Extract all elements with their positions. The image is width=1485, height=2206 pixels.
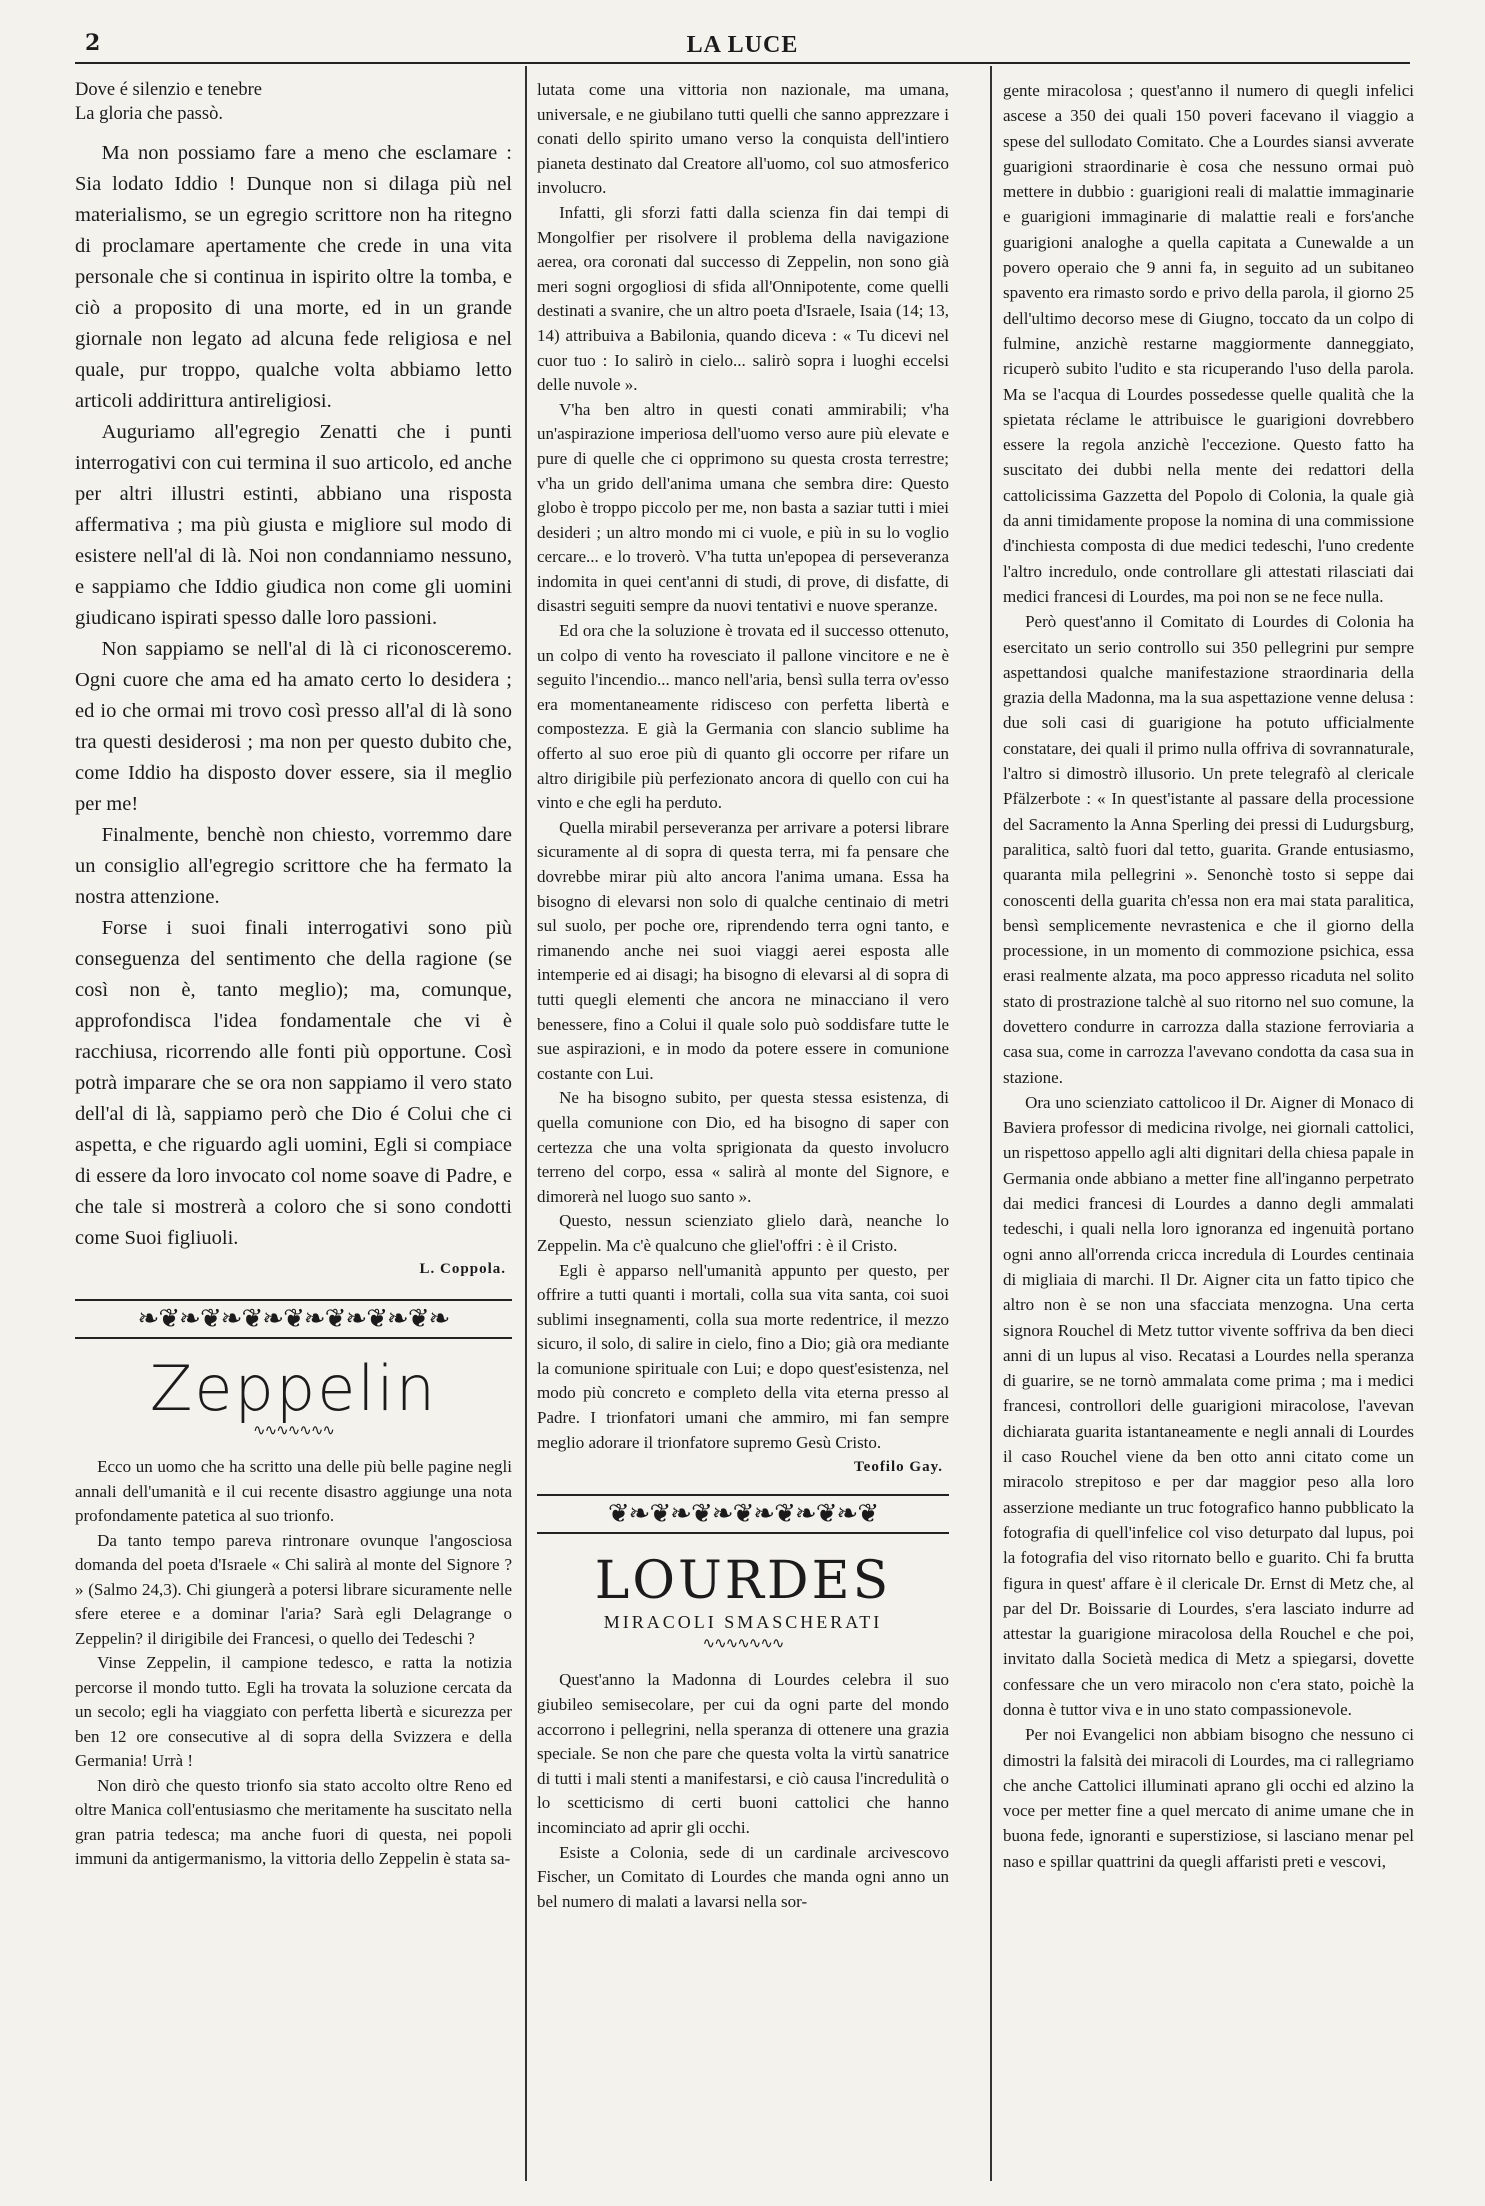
paragraph: Forse i suoi finali interrogativi sono più conseguenza del sentimento che della ragione (se così non è, tanto meglio); ma, comunque, approfondisca l'idea fondamentale che vi è racchiusa, ricorrendo alle fonti più opportune. Così potrà imparare che se ora non sappiamo il vero stato dell'al di là, sappiamo però che Dio é Colui che ci aspetta, e che riguardo agli uomini, Egli si compiace di essere da loro invocato col nome soave di Padre, e che tale si mostrerà a coloro che si sono condotti come Suoi figliuoli. bbox=[75, 917, 512, 1249]
paragraph: Ne ha bisogno subito, per questa stessa esistenza, di quella comunione con Dio, ed ha bisogno di saper con certezza che una volta sprigionata da questo involucro terreno del corpo, essa « salirà al monte del Signore, e dimorerà nel luogo suo santo ». bbox=[537, 1088, 949, 1206]
paragraph: Ed ora che la soluzione è trovata ed il successo ottenuto, un colpo di vento ha rovesciato il pallone vincitore e ne è seguito l'incendio... manco nell'aria, bensì sulla terra ov'esso era momentaneamente ridisceso con perfetta libertà e compostezza. E già la Germania con slancio sublime ha offerto al suo eroe più di quanto gli occorre per rifare un altro dirigibile più perfezionato ancora di quello con cui ha vinto e che egli ha perduto. bbox=[537, 621, 949, 813]
column-rule-2 bbox=[990, 66, 992, 2181]
article-subtitle: MIRACOLI SMASCHERATI bbox=[603, 1611, 883, 1632]
signature: L. Coppola. bbox=[419, 1261, 506, 1277]
column-2 bbox=[537, 78, 949, 2176]
column-3 bbox=[1003, 78, 1414, 2176]
paragraph: lutata come una vittoria non nazionale, ma umana, universale, e ne giubilano tutti quelli che sanno apprezzare i conati dello spirito umano verso la conquista dell'intiero pianeta destinato dal Creatore all'uomo, col suo atmosferico involucro. bbox=[537, 80, 949, 198]
column-rule-1 bbox=[525, 66, 527, 2181]
paragraph: Infatti, gli sforzi fatti dalla scienza fin dai tempi di Mongolfier per risolvere il problema della navigazione aerea, ora coronati dal successo di Zeppelin, non sono già meri sogni orgogliosi di sfida all'Onnipotente, come quelli destinati a svanire, che un altro poeta d'Israele, Isaia (14; 13, 14) attribuiva a Babilonia, quando diceva : « Tu dicevi nel cuor tuo : Io salirò in cielo... salirò sopra i luoghi eccelsi delle nuvole ». bbox=[537, 202, 949, 395]
paragraph: Però quest'anno il Comitato di Lourdes di Colonia ha esercitato un serio controllo sui 350 pellegrini pur sempre aspettandosi qualche manifestazione straordinaria della grazia della Madonna, ma la sua aspettazione venne delusa : due soli casi di guarigione ha potuto ufficialmente constatare, dei quali il primo nulla offriva di sovrannaturale, l'altro si dimostrò illusorio. Un prete telegrafò al clericale Pfälzerbote : « In quest'istante al passare della processione del Sacramento la Anna Sperling dei pressi di Ludurgsburg, paralitica, saltò fuori dal tetto, guarita. Grande entusiasmo, quaranta mila pellegrini ». Senonchè tosto si seppe dai conoscenti della guarita ch'essa non era mai stata paralitica, bensì semplicemente nevrastenica e che il giorno della processione, in un momento di commozione psichica, essa erasi realmente alzata, ma poco appresso ricaduta nel solito stato di prostrazione talchè al suo ritorno nel suo comune, la dovettero condurre in carrozza dalla stazione ferroviaria a casa sua, come in carrozza l'avevano condotta da casa sua in stazione. bbox=[1003, 612, 1414, 1087]
poem-line: Dove é silenzio e tenebre bbox=[75, 80, 262, 100]
paragraph: Non dirò che questo trionfo sia stato accolto oltre Reno ed oltre Manica coll'entusiasmo che meritamente ha suscitato nella gran patria tedesca; ma anche fuori di questa, nei popoli immuni da antigermanismo, la vittoria dello Zeppelin è stata sa- bbox=[75, 1775, 512, 1868]
paragraph: Egli è apparso nell'umanità appunto per questo, per offrire a tutti quanti i mortali, colla sua vita santa, coi suoi sublimi insegnamenti, colla sua morte redentrice, il mezzo sicuro, il solo, di salire in cielo, fino a Dio; già ora mediante la comunione spirituale con Lui; e dopo quest'esistenza, nel modo più concreto e completo della vita eterna presso al Padre. I trionfatori umani che ammiro, mi fan sempre meglio adorare il trionfatore supremo Gesù Cristo. bbox=[537, 1260, 949, 1452]
header-rule bbox=[75, 62, 1410, 64]
paragraph: Ma non possiamo fare a meno che esclamare : Sia lodato Iddio ! Dunque non si dilaga più nel materialismo, se un egregio scrittore non ha ritegno di proclamare apertamente che crede in una vita personale che si continua in ispirito oltre la tomba, e ciò a proposito di una morte, ed in un grande giornale non legato ad alcuna fede religiosa e nel quale, pur troppo, qualche volta abbiamo letto articoli addirittura antireligiosi. bbox=[75, 142, 512, 412]
masthead: LA LUCE bbox=[686, 32, 799, 58]
column-1 bbox=[75, 78, 512, 2176]
page-number: 2 bbox=[85, 30, 101, 56]
title-flourish: ∿∿∿∿∿∿∿ bbox=[253, 1423, 334, 1439]
paragraph: Questo, nessun scienziato glielo darà, neanche lo Zeppelin. Ma c'è qualcuno che gliel'offri : è il Cristo. bbox=[537, 1211, 949, 1255]
article-title: LOURDES bbox=[594, 1550, 892, 1611]
paragraph: Quella mirabil perseveranza per arrivare a potersi librare sicuramente al di sopra di questa terra, mi fa pensare che dovrebbe mirar più alto ancora l'anima umana. Essa ha bisogno di elevarsi non solo di qualche centinaio di metri sul suolo, per poche ore, riprendendo terra ogni tanto, e rimanendo anche nei suoi viaggi aerei esposta alle intemperie ed ai disagi; ha bisogno di elevarsi al di sopra di tutti quegli elementi che ancora ne minacciano il vero benessere, fino a Colui il quale solo può soddisfare tutte le sue aspirazioni, e in modo da potere essere in comunione costante con Lui. bbox=[537, 817, 949, 1083]
signature: Teofilo Gay. bbox=[854, 1459, 943, 1476]
poem-line: La gloria che passò. bbox=[75, 104, 223, 124]
paragraph: gente miracolosa ; quest'anno il numero di quegli infelici ascese a 350 dei quali 150 poveri facevano il viaggio a spese del sullodato Comitato. Che a Lourdes siansi avverate guarigioni straordinarie è cosa che nessuno ormai può mettere in dubbio : guarigioni reali di malattie immaginarie e guarigioni immaginarie di malattie reali e fors'anche guarigioni analoghe a quella capitata a Cunewalde a un povero operaio che 9 anni fa, in seguito ad un subitaneo spavento era rimasto sordo e privo della parola, il giorno 25 dell'ultimo decorso mese di Giugno, toccato da un colpo di fulmine, anzichè restarne maggiormente danneggiato, ricuperò subito l'udito e sta ricuperando l'uso della parola. Ma se l'acqua di Lourdes possedesse quelle qualità che la spietata réclame le attribuisce le guarigioni dovrebbero essere la regola anzichè l'eccezione. Questo fatto ha suscitato dei dubbi nella mente dei redattori della cattolicissima Gazzetta del Popolo di Colonia, la quale già da anni timidamente propose la nomina di una commissione d'inchiesta composta di due medici tedeschi, l'uno credente l'altro incredulo, onde controllare gli attestati rilasciati dai medici francesi di Lourdes, ma poi non se ne fece nulla. bbox=[1003, 81, 1414, 606]
paragraph: Finalmente, benchè non chiesto, vorremmo dare un consiglio all'egregio scrittore che ha fermato la nostra attenzione. bbox=[75, 824, 512, 908]
paragraph: Esiste a Colonia, sede di un cardinale arcivescovo Fischer, un Comitato di Lourdes che manda ogni anno un bel numero di malati a lavarsi nella sor- bbox=[537, 1842, 949, 1911]
paragraph: Vinse Zeppelin, il campione tedesco, e ratta la notizia percorse il mondo tutto. Egli ha trovata la soluzione cercata da un secolo; egli ha viaggiato con perfetta libertà e sicurezza per ben 12 ore consecutive al di sopra della Svizzera e della Germania! Urrà ! bbox=[75, 1653, 512, 1770]
paragraph: Quest'anno la Madonna di Lourdes celebra il suo giubileo semisecolare, per cui da ogni parte del mondo accorrono i pellegrini, nella speranza di ottenere una grazia speciale. Se non che pare che questa volta la virtù sanatrice di tutti i mali stenti a manifestarsi, e ciò causa l'incredulità o lo scetticismo di certi buoni cattolici che hanno incominciato ad aprir gli occhi. bbox=[537, 1670, 949, 1837]
article-title: Zeppelin bbox=[149, 1352, 438, 1425]
ornament-divider: ❦❧❦❧❦❧❦❧❦❧❦❧❦ bbox=[537, 1494, 949, 1534]
paragraph: Ora uno scienziato cattolicoo il Dr. Aigner di Monaco di Baviera professor di medicina rivolge, nei giornali cattolici, un rispettoso appello agli alti dignitari della chiesa papale in Germania onde abbiano a metter fine all'inganno perpetrato dai medici francesi di Lourdes a danno degli ammalati tedeschi, i quali nella loro ignoranza ed ingenuità portano ogni anno all'orrenda cricca incredula di Lourdes centinaia di migliaia di marchi. Il Dr. Aigner cita un fatto tipico che altro non è se non una sfacciata menzogna. Una certa signora Rouchel di Metz tuttor vivente soffriva da ben dieci anni di un lupus al viso. Recatasi a Lourdes nella speranza di guarire, se ne tornò ammalata come prima ; ma i medici francesi, controllori delle guarigioni miracolose, l'avevan dichiarata guarita istantaneamente e negli annali di Lourdes il caso Rouchel viene da ben otto anni citato come un miracolo strepitoso e per dar maggior peso alla loro asserzione mediante un truc fotografico hanno pubblicato la fotografia di quell'infelice col viso deturpato dal lupus, poi la fotografia del viso ritornato bello e guarito. Chi fa brutta figura in quest' affare è il clericale Dr. Ernst di Metz che, al par del Dr. Boissarie di Lourdes, s'era lasciato indurre ad attestar la guarigione miracolosa della Rouchel e che poi, invitato dalla Società medica di Metz a spiegarsi, dovette confessare che un vero miracolo non c'era stato, poichè la donna è tuttor viva e in uno stato compassionevole. bbox=[1003, 1092, 1414, 1719]
paragraph: Da tanto tempo pareva rintronare ovunque l'angosciosa domanda del poeta d'Israele « Chi salirà al monte del Signore ? » (Salmo 24,3). Chi giungerà a potersi librare sicuramente nelle sfere eteree e a dominar l'aria? Sarà egli Delagrange o Zeppelin? il dirigibile dei Francesi, o quello dei Tedeschi ? bbox=[75, 1530, 512, 1648]
paragraph: Auguriamo all'egregio Zenatti che i punti interrogativi con cui termina il suo articolo, ed anche per altri illustri estinti, abbiano una risposta affermativa ; ma più giusta e migliore sul modo di esistere nell'al di là. Noi non condanniamo nessuno, e sappiamo che Iddio giudica non come gli uomini giudicano ispirati spesso dalle loro passioni. bbox=[75, 421, 512, 629]
ornament-divider: ❧❦❧❦❧❦❧❦❧❦❧❦❧❦❧ bbox=[75, 1299, 512, 1339]
paragraph: Ecco un uomo che ha scritto una delle più belle pagine negli annali dell'umanità e il cui recente disastro aggiunge una nota profondamente patetica al suo trionfo. bbox=[75, 1457, 512, 1525]
title-flourish: ∿∿∿∿∿∿∿ bbox=[702, 1636, 784, 1653]
paragraph: Per noi Evangelici non abbiam bisogno che nessuno ci dimostri la falsità dei miracoli di Lourdes, ma ci rallegriamo che anche Cattolici illuminati aprano gli occhi ed alzino la voce per metter fine a quel mercato di anime umane che in buona fede, ignoranti e superstiziose, si lasciano menar pel naso e spillar quattrini da quegli affaristi preti e vescovi, bbox=[1003, 1725, 1414, 1871]
paragraph: V'ha ben altro in questi conati ammirabili; v'ha un'aspirazione imperiosa dell'uomo verso aure più elevate e pure di quelle che ci opprimono su questa crosta terrestre; v'ha un grido dell'anima umana che sembra dire: Questo globo è troppo piccolo per me, non basta a saziar tutti i miei desideri ; un altro mondo mi ci vuole, e più in su lo voglio cercare... e lo troverò. V'ha tutta un'epopea di perseveranza indomita in quei cent'anni di studi, di prove, di disfatte, di disastri seguiti sempre da nuovi tentativi e nuove speranze. bbox=[537, 399, 949, 616]
paragraph: Non sappiamo se nell'al di là ci riconosceremo. Ogni cuore che ama ed ha amato certo lo desidera ; ed io che ormai mi trovo così presso all'al di là sono tra questi desiderosi ; ma non per questo dubito che, come Iddio ha disposto dover essere, sia il meglio per me! bbox=[75, 638, 512, 815]
